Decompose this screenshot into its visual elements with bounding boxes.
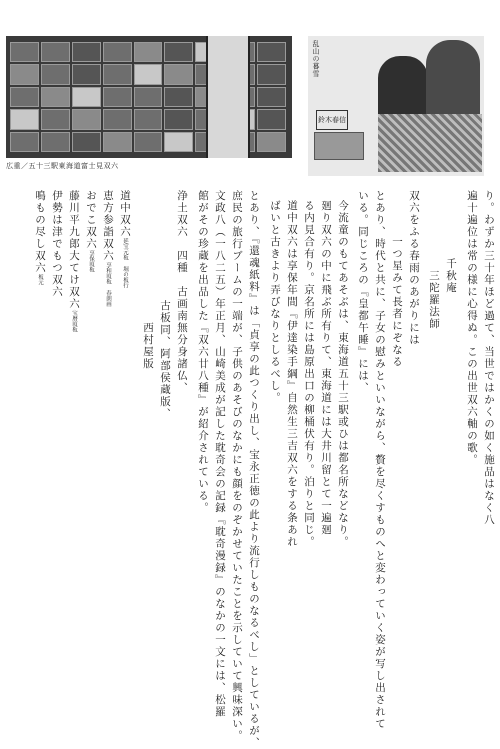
list-item-title: 藤川平九郎大てけ双六 [68,190,80,310]
list-item-title: 恵方参詣双六 [102,190,114,262]
list-item-title: 道中双六 [119,190,131,238]
list-item [51,190,63,298]
list-item [34,190,46,285]
text-column-16: 文政八（一八二五）年正月、山崎美成が記した耽奇会の記録『耽奇漫録』のなかの一文には、松羅 [214,190,226,718]
text-column-11: る内見合有り。京名所には島原出口の柳桶伏有り。泊りと同じ。 [303,200,315,548]
text-column-7: とあり、時代と共に、子女の慰みといいながら、贅を尽くすものへと変わっていく姿が写し出されて [374,190,386,730]
board-title-band [206,36,250,158]
list-item [68,190,80,332]
text-column-20: 西村屋版 [142,322,154,370]
text-column-4: 三陀羅法師 [428,270,440,330]
left-figure-caption: 広重／五十三駅東海道富士見双六 [6,162,119,170]
text-column-3: 千秋庵 [445,258,457,294]
sugoroku-board-image [6,36,292,158]
list-item-note: 板元 [37,274,43,285]
text-column-17: 館がその珍蔵を出品した『双六廿八種』が紹介されている。 [197,190,209,514]
text-column-18: 浄土双六 四種 古画南無分身諸仏、 [176,190,188,394]
text-column-15: 庶民の旅行ブームの一端が、子供のあそびのなかにも顔をのぞかせていたことを示していて興味深い。 [231,190,243,742]
text-column-10: 廻り双六の中に飛ぶ所有りて、東海道には大井川留とて一遍廻 [320,200,332,536]
list-item-note: 享和頃板 春朗画 [105,262,111,307]
list-item-title: おでこ双六 [85,190,97,250]
list-item-title: 伊勢は津でもつ双六 [51,190,63,298]
text-column-9: 今流童のもてあそぶは、東海道五十三駅或ひは都名所などなり。 [337,200,349,548]
list-item [119,190,131,288]
text-column-13: ばいと古きより弄びなりとしるべし。 [269,200,281,404]
artist-seal: 鈴木春信 [316,110,348,130]
patterned-robe [378,114,482,172]
text-column-12: 道中双六は享保年間『伊達染手綱』自然生三吉双六をする条あれ [286,200,298,548]
text-column-6: 一つ星みて長者にぞなる [391,236,403,368]
text-column-14: とあり、『還魂紙料』は「貞享の此つくり出し、宝永正徳の此より流行しものなるべし」としているが、 [248,190,260,749]
list-item [102,190,114,307]
list-item-note: 享保頃板 [88,250,94,272]
ukiyoe-print-image [308,36,484,176]
text-column-19: 古板同、阿部侯蔵版、 [159,300,171,420]
text-column-1: り。わずか三十年ほど過て、当世ではかくの如く施品はなく八 [483,190,495,526]
list-item-note: 延宝元板 堀の板行 [122,238,128,288]
game-board [314,132,364,160]
list-item-note: 宝暦頃板 [71,310,77,332]
list-item [85,190,97,272]
text-column-2: 遍十遍位は常の様に心得ぬ。この出世双六軸の歌。 [466,190,478,466]
text-column-5: 双六をふる春雨のあがりには [408,190,420,346]
text-column-8: いる。同じころの『皇都午睡』には、 [357,190,369,394]
right-figure-caption: 乱山の暮雪 [312,40,320,78]
list-item-title: 鳴もの尽し双六 [34,190,46,274]
